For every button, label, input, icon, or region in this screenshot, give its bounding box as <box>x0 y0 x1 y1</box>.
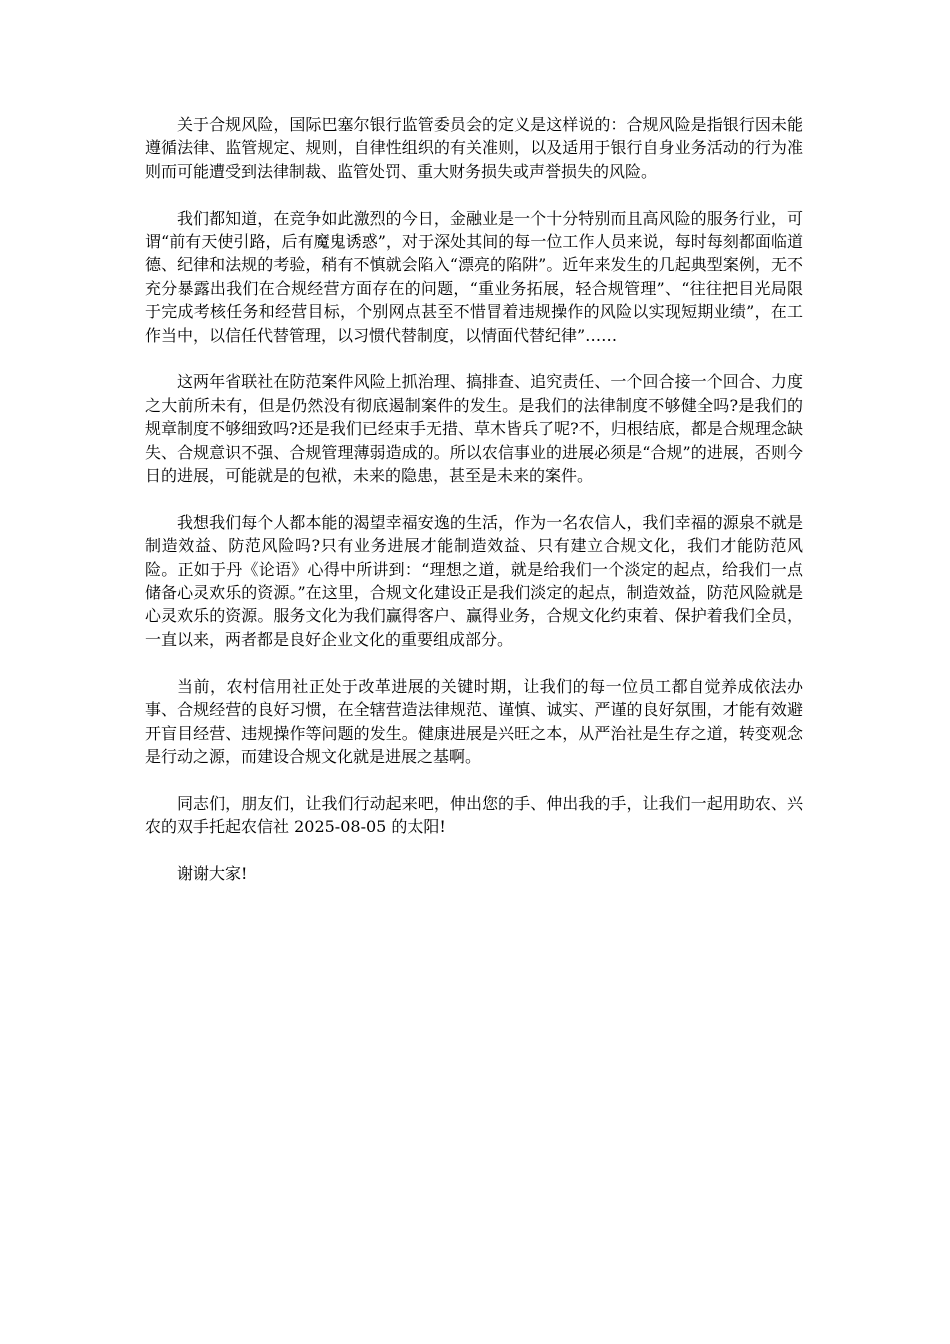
paragraph-case-prevention: 这两年省联社在防范案件风险上抓治理、搞排查、追究责任、一个回合接一个回合、力度之大前所未有，但是仍然没有彻底遏制案件的发生。是我们的法律制度不够健全吗?是我们的规章制度不够细致吗?还是我们已经束手无措、草木皆兵了呢?不，归根结底，都是合规理念缺失、合规意识不强、合规管理薄弱造成的。所以农信事业的进展必须是“合规”的进展，否则今日的进展，可能就是的包袱，未来的隐患，甚至是未来的案件。 <box>145 372 803 486</box>
paragraph-thanks: 谢谢大家! <box>177 863 248 883</box>
paragraph-call-to-action: 同志们，朋友们，让我们行动起来吧，伸出您的手、伸出我的手，让我们一起用助农、兴农的双手托起农信社 2025-08-05 的太阳! <box>145 793 803 837</box>
document-body <box>145 113 803 909</box>
paragraph-reform-period: 当前，农村信用社正处于改革进展的关键时期，让我们的每一位员工都自觉养成依法办事、合规经营的良好习惯，在全辖营造法律规范、谨慎、诚实、严谨的良好氛围，才能有效避开盲目经营、违规操作等问题的发生。健康进展是兴旺之本，从严治社是生存之道，转变观念是行动之源，而建设合规文化就是进展之基啊。 <box>145 676 803 766</box>
paragraph-compliance-culture: 我想我们每个人都本能的渴望幸福安逸的生活，作为一名农信人，我们幸福的源泉不就是制造效益、防范风险吗?只有业务进展才能制造效益、只有建立合规文化，我们才能防范风险。正如于丹《论语》心得中所讲到：“理想之道，就是给我们一个淡定的起点，给我们一点储备心灵欢乐的资源。”在这里，合规文化建设正是我们淡定的起点，制造效益，防范风险就是心灵欢乐的资源。服务文化为我们赢得客户、赢得业务，合规文化约束着、保护着我们全员，一直以来，两者都是良好企业文化的重要组成部分。 <box>145 512 803 649</box>
paragraph-compliance-risk-definition: 关于合规风险，国际巴塞尔银行监管委员会的定义是这样说的：合规风险是指银行因未能遵循法律、监管规定、规则，自律性组织的有关准则，以及适用于银行自身业务活动的行为准则而可能遭受到法律制裁、监管处罚、重大财务损失或声誉损失的风险。 <box>145 115 803 181</box>
paragraph-industry-risk-cases: 我们都知道，在竞争如此激烈的今日，金融业是一个十分特别而且高风险的服务行业，可谓“前有天使引路，后有魔鬼诱惑”，对于深处其间的每一位工作人员来说，每时每刻都面临道德、纪律和法规的考验，稍有不慎就会陷入“漂亮的陷阱”。近年来发生的几起典型案例，无不充分暴露出我们在合规经营方面存在的问题，“重业务拓展，轻合规管理”、“往往把目光局限于完成考核任务和经营目标，个别网点甚至不惜冒着违规操作的风险以实现短期业绩”，在工作当中，以信任代替管理，以习惯代替制度，以情面代替纪律”…… <box>145 208 803 345</box>
